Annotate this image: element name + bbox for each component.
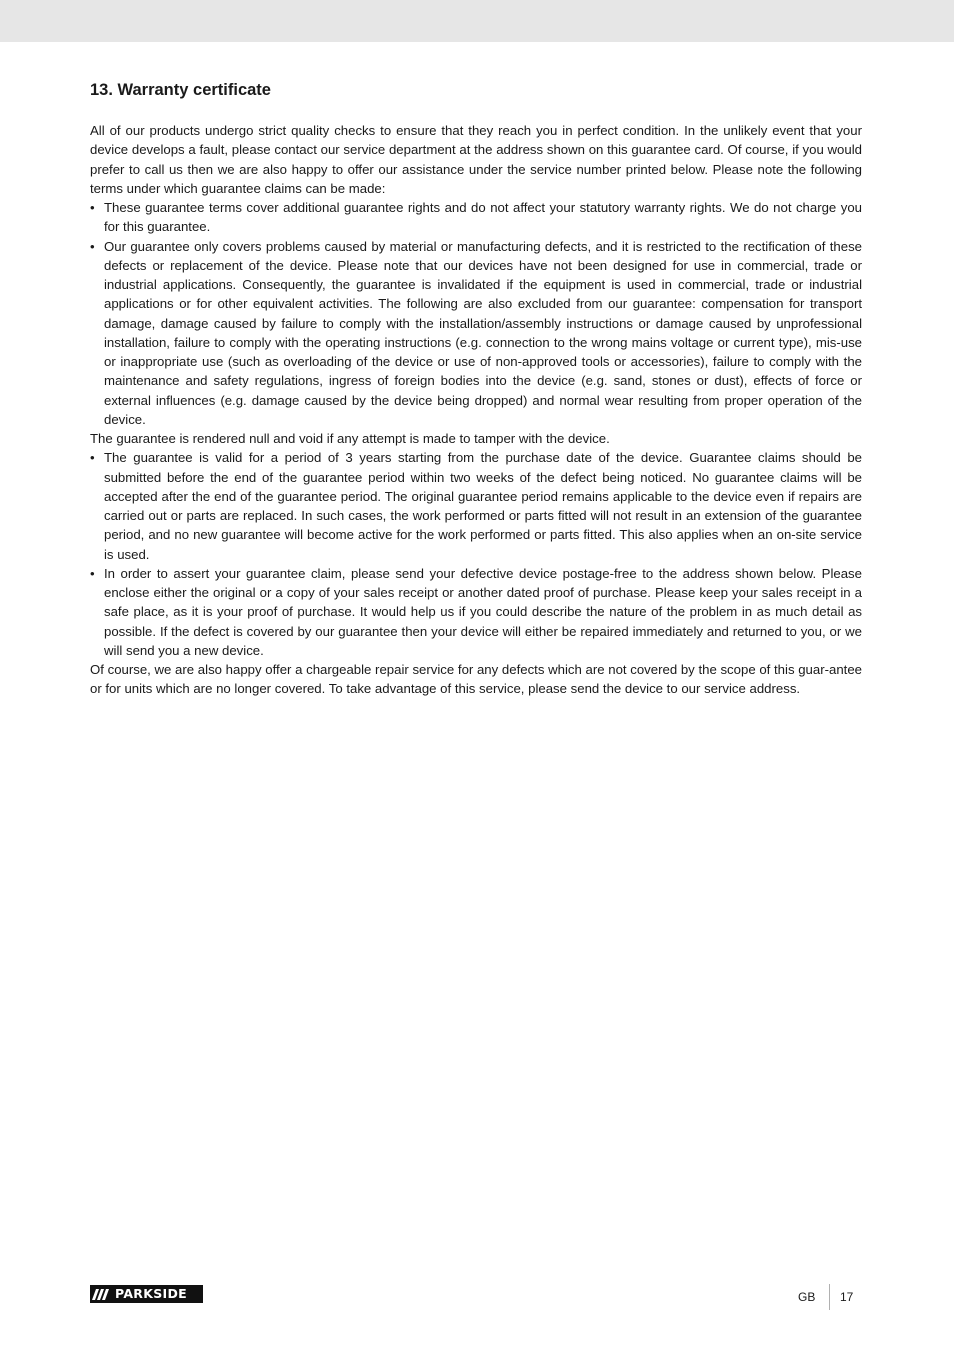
- bullet-marker: •: [90, 238, 95, 254]
- list-item-text: The guarantee is valid for a period of 3 years starting from the purchase date of the device. Guarantee claims should be submitted before the end of the guarantee period within two weeks of the defect being noticed. No guarantee claims will be accepted after the end of the guarantee period. The original guarantee period remains applicable to the device even if repairs are carried out or parts are replaced. In such cases, the work performed or parts fitted will not result in an extension of the guarantee period, and no new guarantee will become active for the work performed or parts fitted. This also applies when an on-site service is used.: [104, 450, 862, 562]
- list-item-text: These guarantee terms cover additional guarantee rights and do not affect your statutory warranty rights. We do not charge you for this guarantee.: [104, 200, 862, 235]
- list-item-text: Our guarantee only covers problems caused by material or manufacturing defects, and it is restricted to the rectification of these defects or replacement of the device. Please note that our devices have not been designed for use in commercial, trade or industrial applications. Consequently, the guarantee is invalidated if the equipment is used in commercial, trade or industrial applications or for other equivalent activities. The following are also excluded from our guarantee: compensation for transport damage, damage caused by failure to comply with the installation/assembly instructions or damage caused by unprofessional installation, failure to comply with the operating instructions (e.g. connection to the wrong mains voltage or current type), mis-use or inappropriate use (such as overloading of the device or use of non-approved tools or accessories), failure to comply with the maintenance and safety regulations, ingress of foreign bodies into the device (e.g. sand, stones or dust), effects of force or external influences (e.g. damage caused by the device being dropped) and normal wear resulting from proper operation of the device.: [104, 238, 862, 427]
- bullet-marker: •: [90, 200, 95, 215]
- list-item: [90, 237, 862, 430]
- parkside-logo: [90, 1285, 203, 1303]
- footer-divider: [829, 1284, 830, 1310]
- logo-stripes-icon: [90, 1288, 107, 1300]
- closing-paragraph: Of course, we are also happy offer a chargeable repair service for any defects which are not covered by the scope of this guar-antee or for units which are no longer covered. To take advantage of this service, please send the device to our service address.: [90, 662, 862, 697]
- bullet-marker: •: [90, 450, 95, 466]
- list-item-text: In order to assert your guarantee claim, please send your defective device postage-free to the address shown below. Please enclose either the original or a copy of your sales receipt or another dated proof of purchase. Please keep your sales receipt in a safe place, as it is your proof of purchase. It would help us if you could describe the nature of the problem in as much detail as possible. If the defect is covered by our guarantee then your device will either be repaired immediately and returned to you, or we will send you a new device.: [104, 565, 862, 658]
- list-item: [90, 198, 862, 237]
- page-number: 17: [840, 1290, 854, 1304]
- language-code: GB: [798, 1290, 816, 1304]
- list-item: [90, 564, 862, 660]
- bullet-marker: •: [90, 565, 95, 581]
- page-content: [90, 78, 862, 699]
- null-void-paragraph: The guarantee is rendered null and void if any attempt is made to tamper with the device.: [90, 431, 610, 446]
- section-title: 13. Warranty certificate: [90, 81, 271, 99]
- list-item: [90, 448, 862, 564]
- logo-brand-text: PARKSIDE: [115, 1286, 187, 1301]
- intro-paragraph: All of our products undergo strict quality checks to ensure that they reach you in perfect condition. In the unlikely event that your device develops a fault, please contact our service department at the address shown on this guarantee card. Of course, if you would prefer to call us then we are also happy to offer our assistance under the service number printed below. Please note the following terms under which guarantee claims can be made:: [90, 123, 862, 196]
- header-band: [0, 0, 954, 42]
